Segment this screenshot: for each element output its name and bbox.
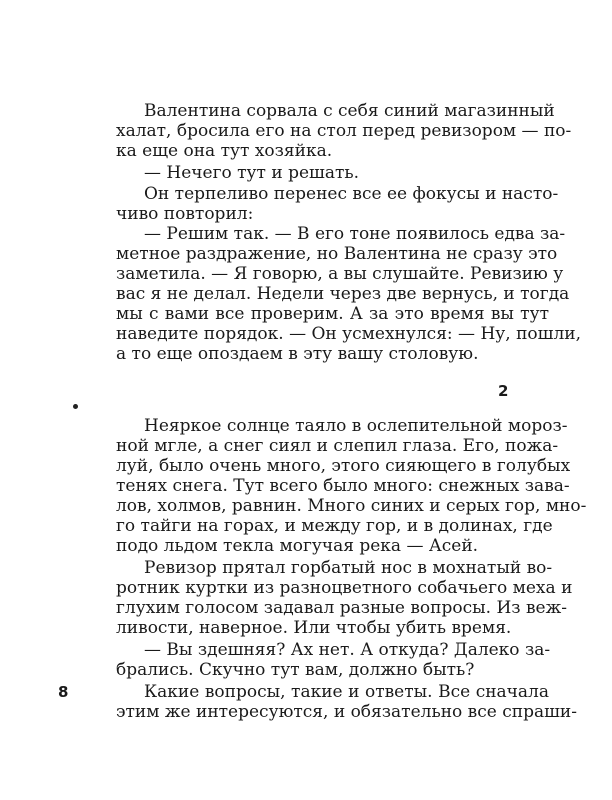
text-line: ротник куртки из разноцветного собачьего меха и <box>116 578 573 598</box>
text-line: этим же интересуются, и обязательно все спраши- <box>116 702 577 722</box>
text-line: тенях снега. Тут всего было много: снежных зава- <box>116 476 570 496</box>
text-line: подо льдом текла могучая река — Асей. <box>116 536 479 556</box>
text-line: Валентина сорвала с себя синий магазинный <box>144 101 555 121</box>
section-number: 2 <box>498 382 509 400</box>
print-speck <box>73 404 78 409</box>
text-line: глухим голосом задавал разные вопросы. Из веж- <box>116 598 567 618</box>
text-line: а то еще опоздаем в эту вашу столовую. <box>116 344 479 364</box>
text-line: заметила. — Я говорю, а вы слушайте. Ревизию у <box>116 264 564 284</box>
text-line: — Нечего тут и решать. <box>144 163 360 183</box>
text-line: метное раздражение, но Валентина не сразу это <box>116 244 558 264</box>
text-line: ка еще она тут хозяйка. <box>116 141 333 161</box>
text-line: Он терпеливо перенес все ее фокусы и насто- <box>144 184 559 204</box>
text-line: наведите порядок. — Он усмехнулся: — Ну, пошли, <box>116 324 581 344</box>
text-line: вас я не делал. Недели через две вернусь, и тогда <box>116 284 570 304</box>
text-line: Ревизор прятал горбатый нос в мохнатый во- <box>144 558 553 578</box>
text-line: Какие вопросы, такие и ответы. Все сначала <box>144 682 549 702</box>
text-line: — Вы здешняя? Ах нет. А откуда? Далеко за- <box>144 640 551 660</box>
text-line: — Решим так. — В его тоне появилось едва за- <box>144 224 566 244</box>
text-line: халат, бросила его на стол перед ревизором — по- <box>116 121 572 141</box>
text-line: брались. Скучно тут вам, должно быть? <box>116 660 475 680</box>
page-number: 8 <box>58 683 69 701</box>
text-line: лов, холмов, равнин. Много синих и серых гор, мно- <box>116 496 587 516</box>
text-line: мы с вами все проверим. А за это время вы тут <box>116 304 549 324</box>
text-line: Неяркое солнце таяло в ослепительной мороз- <box>144 416 568 436</box>
text-line: луй, было очень много, этого сияющего в голубых <box>116 456 571 476</box>
text-line: ливости, наверное. Или чтобы убить время. <box>116 618 512 638</box>
text-line: го тайги на горах, и между гор, и в долинах, где <box>116 516 553 536</box>
text-line: ной мгле, а снег сиял и слепил глаза. Его, пожа- <box>116 436 559 456</box>
text-line: чиво повторил: <box>116 204 254 224</box>
